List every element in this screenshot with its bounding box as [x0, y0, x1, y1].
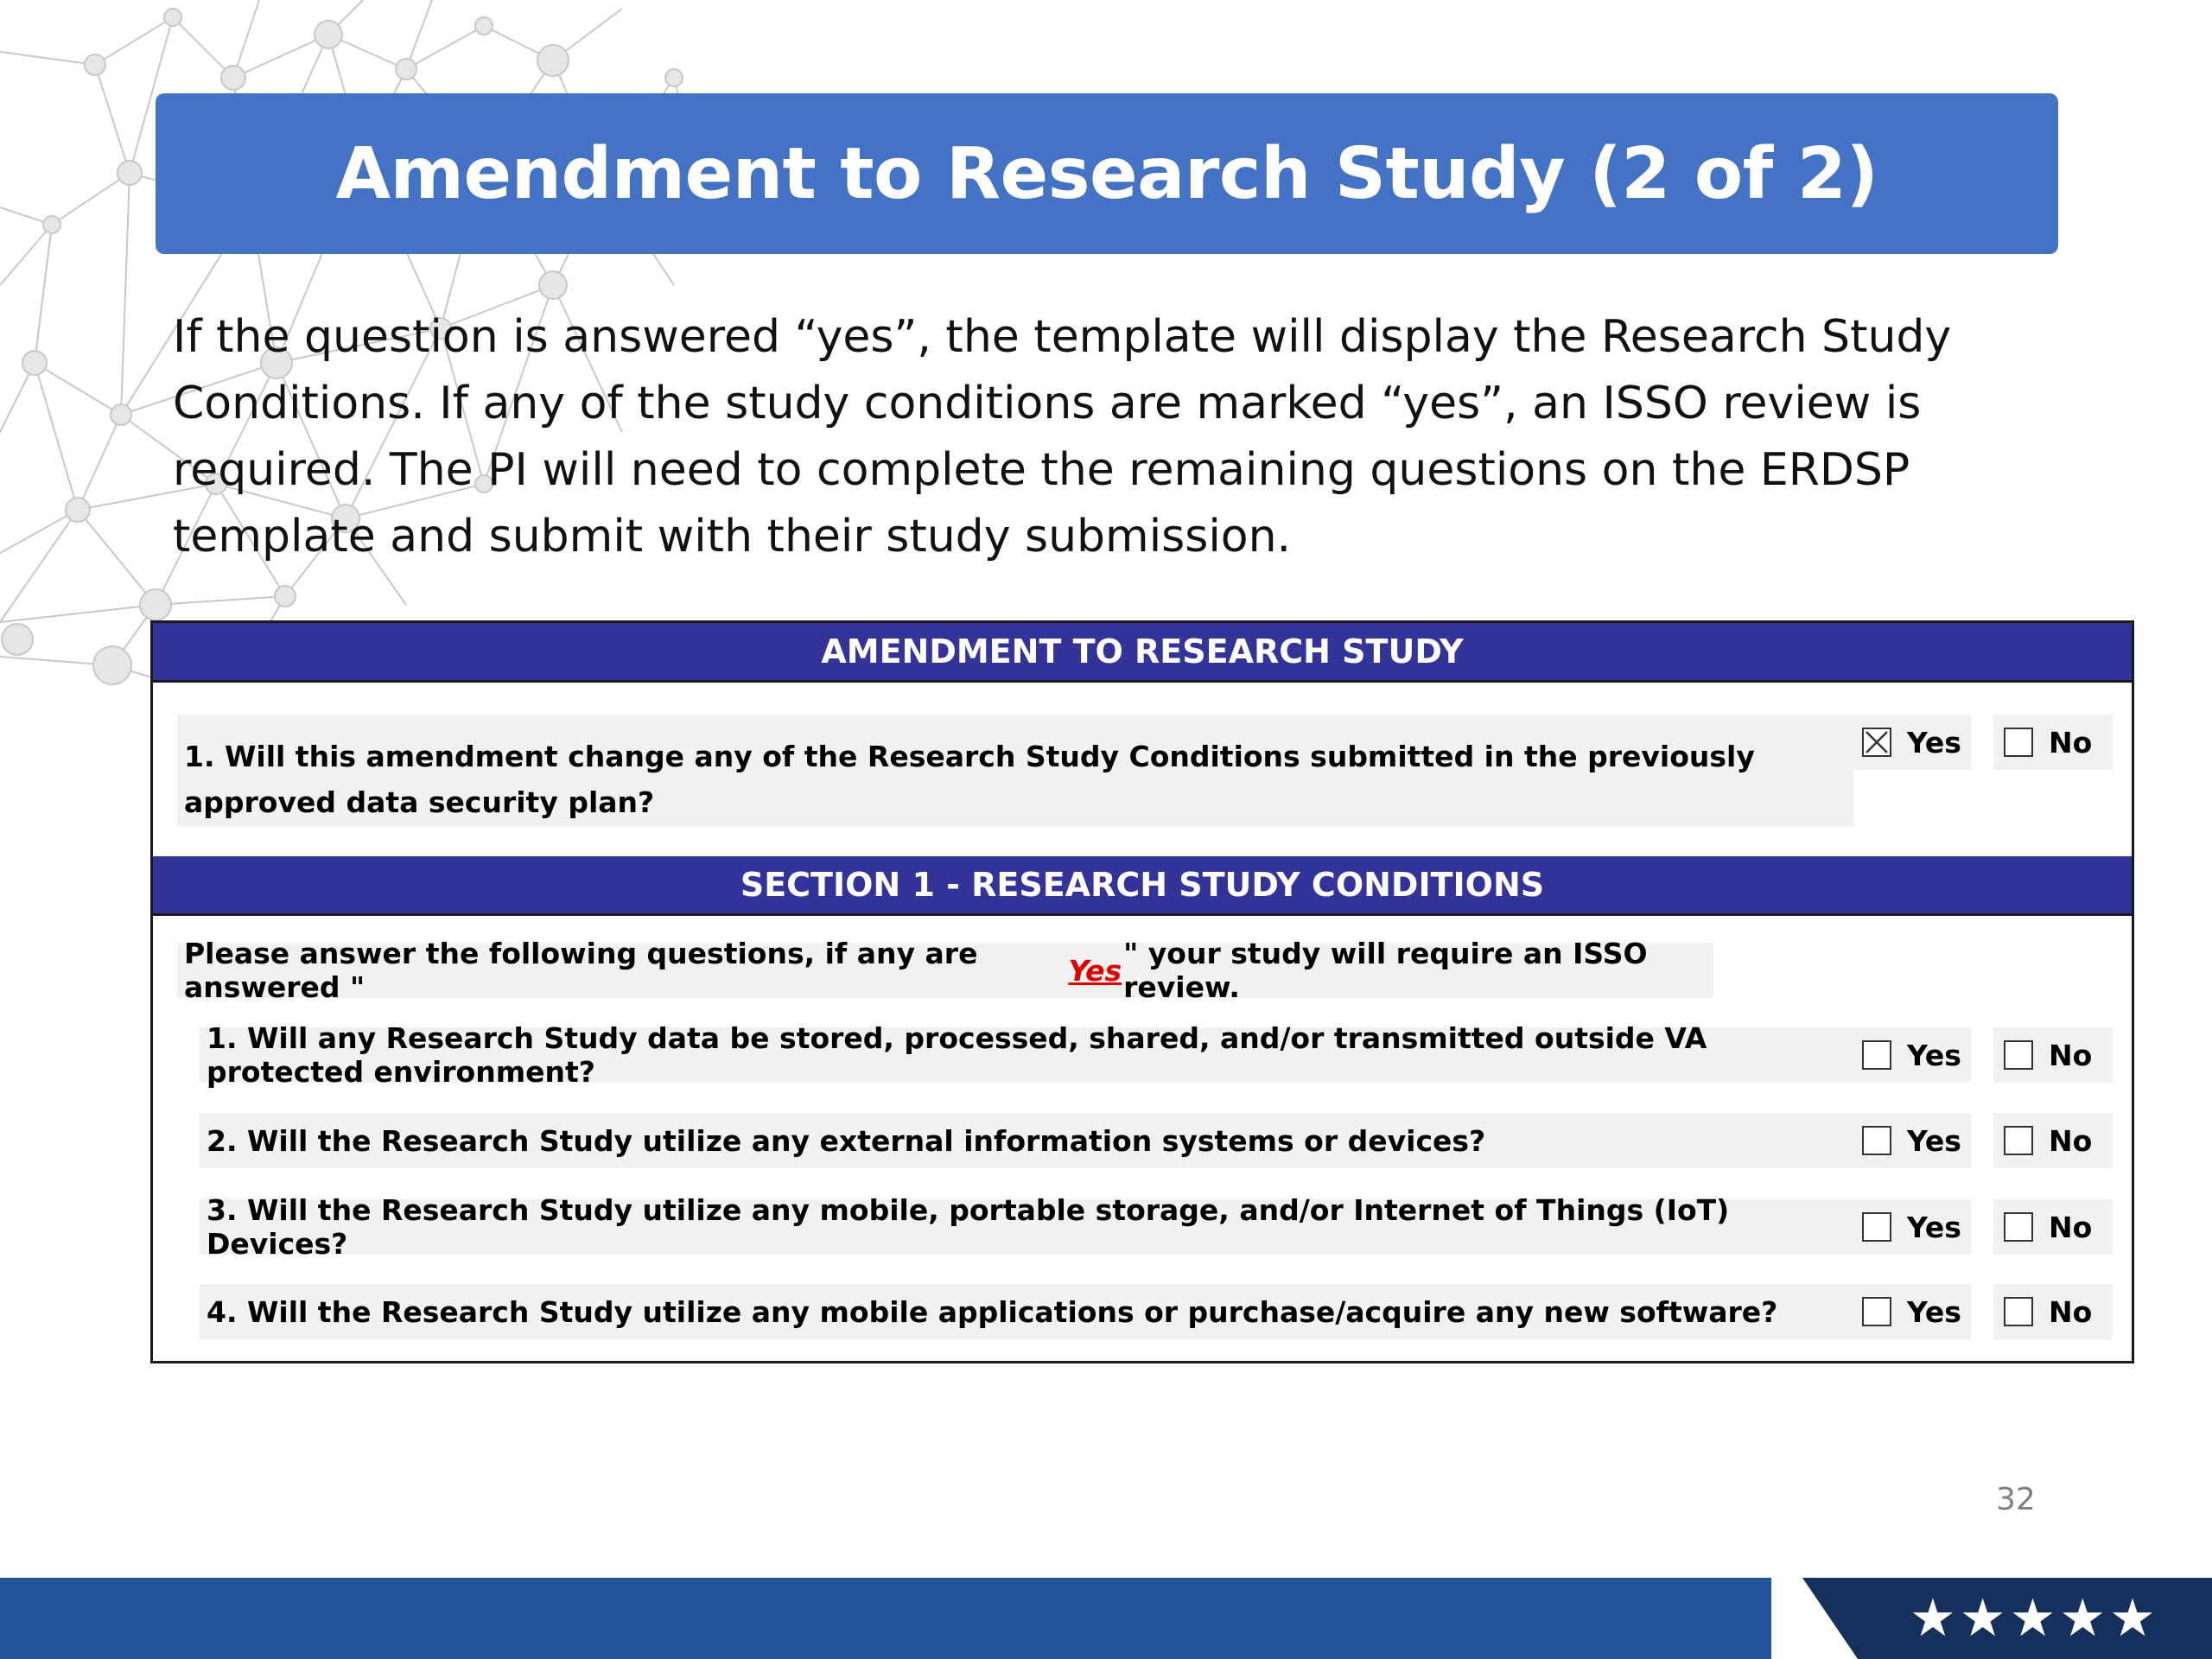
slide-title: Amendment to Research Study (2 of 2)	[335, 132, 1878, 215]
intro-paragraph: If the question is answered “yes”, the template will display the Research Study Conditions. If any of the study conditions are marked “yes”, an ISSO review is required. The PI will need to complete the remaining questions on the ERDSP template and submit with their study submission.	[173, 311, 1952, 563]
unchecked-checkbox-icon[interactable]	[1862, 1212, 1891, 1242]
unchecked-checkbox-icon[interactable]	[1862, 1126, 1891, 1155]
no-label: No	[2049, 1210, 2093, 1244]
condition-4-yes-option[interactable]	[1852, 1284, 1971, 1339]
condition-1-no-option[interactable]	[1993, 1027, 2113, 1083]
condition-3-yes-option[interactable]	[1852, 1199, 1971, 1255]
amendment-section-header: AMENDMENT TO RESEARCH STUDY	[153, 623, 2132, 680]
no-label: No	[2049, 1294, 2093, 1329]
unchecked-checkbox-icon[interactable]	[2004, 728, 2033, 757]
yes-label: Yes	[1907, 1210, 1961, 1244]
instruction-text-before: Please answer the following questions, if any are answered "	[184, 937, 978, 1004]
amendment-question: 1. Will this amendment change any of the Research Study Conditions submitted in the previously approved data security plan?	[177, 715, 1853, 827]
unchecked-checkbox-icon[interactable]	[2004, 1126, 2033, 1155]
yes-label: Yes	[1907, 1038, 1961, 1072]
condition-question-3: 3. Will the Research Study utilize any mobile, portable storage, and/or Internet of Things (IoT) Devices?	[200, 1199, 1853, 1255]
no-label: No	[2049, 1123, 2093, 1158]
footer-blue-band	[0, 1578, 1771, 1659]
amendment-no-option[interactable]	[1993, 715, 2113, 770]
unchecked-checkbox-icon[interactable]	[1862, 1040, 1891, 1070]
section1-header: SECTION 1 - RESEARCH STUDY CONDITIONS	[153, 856, 2132, 913]
section1-instruction	[177, 937, 1713, 1004]
instruction-emphasis-yes: Yes	[1068, 953, 1122, 988]
condition-2-yes-option[interactable]	[1852, 1113, 1971, 1168]
yes-label: Yes	[1907, 725, 1961, 760]
condition-question-4: 4. Will the Research Study utilize any mobile applications or purchase/acquire any new software?	[200, 1284, 1853, 1339]
checked-checkbox-icon[interactable]	[1862, 728, 1891, 757]
condition-1-yes-option[interactable]	[1852, 1027, 1971, 1083]
condition-3-no-option[interactable]	[1993, 1199, 2113, 1255]
footer-stars-icon: ★★★★★	[1910, 1588, 2159, 1649]
yes-label: Yes	[1907, 1294, 1961, 1329]
amendment-yes-option[interactable]	[1852, 715, 1971, 770]
unchecked-checkbox-icon[interactable]	[2004, 1297, 2033, 1326]
condition-2-no-option[interactable]	[1993, 1113, 2113, 1168]
unchecked-checkbox-icon[interactable]	[2004, 1040, 2033, 1070]
condition-question-1: 1. Will any Research Study data be stored, processed, shared, and/or transmitted outside VA protected environment?	[200, 1027, 1853, 1083]
slide-title-bar	[156, 93, 2058, 254]
no-label: No	[2049, 1038, 2093, 1072]
erdsp-form	[150, 620, 2134, 1363]
no-label: No	[2049, 725, 2093, 760]
footer-bar	[0, 1578, 2212, 1659]
page-number: 32	[1996, 1482, 2036, 1517]
instruction-text-after: " your study will require an ISSO review.	[1123, 937, 1648, 1004]
unchecked-checkbox-icon[interactable]	[1862, 1297, 1891, 1326]
condition-4-no-option[interactable]	[1993, 1284, 2113, 1339]
yes-label: Yes	[1907, 1123, 1961, 1158]
condition-question-2: 2. Will the Research Study utilize any external information systems or devices?	[200, 1113, 1853, 1168]
unchecked-checkbox-icon[interactable]	[2004, 1212, 2033, 1242]
